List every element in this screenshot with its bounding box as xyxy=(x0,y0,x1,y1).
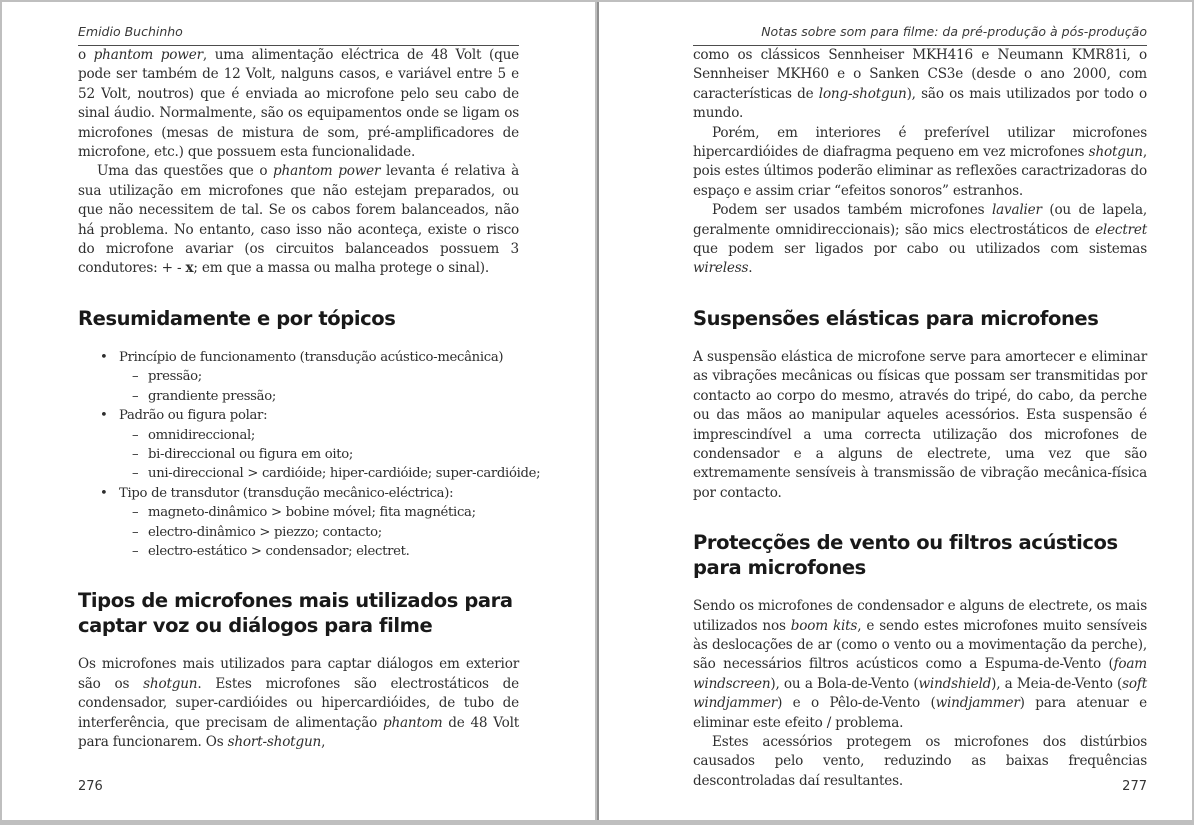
sub-list-item xyxy=(132,542,519,561)
dash-marker: – xyxy=(132,369,139,385)
page-number-left: 276 xyxy=(78,779,103,794)
dash-marker: – xyxy=(132,466,139,482)
dash-marker: – xyxy=(132,446,139,462)
dash-marker: – xyxy=(132,388,139,404)
sub-list-item xyxy=(132,426,519,445)
sub-item-label: electro-dinâmico > piezzo; contacto; xyxy=(148,524,382,540)
list-item-label: Tipo de transdutor (transdução mecânico-eléctrica): xyxy=(119,485,454,501)
section-heading-tipos-de-microfones: Tipos de microfones mais utilizados para captar voz ou diálogos para filme xyxy=(78,589,513,638)
sub-list-item xyxy=(132,523,519,542)
bullet-marker: • xyxy=(100,408,108,424)
bullet-marker: • xyxy=(100,349,108,365)
topics-list xyxy=(78,348,541,561)
sub-item-label: electro-estático > condensador; electret. xyxy=(148,543,410,559)
sub-list xyxy=(100,503,519,561)
paragraph: Estes acessórios protegem os microfones dos distúrbios causados pelo vento, reduzindo as baixas frequências descontroladas daí resultantes. xyxy=(693,733,1147,789)
sub-list-item xyxy=(132,387,519,406)
paragraph: Porém, em interiores é preferível utilizar microfones hipercardióides de diafragma pequeno em vez microfones shotgun, pois estes últimos poderão eliminar as reflexões caractrizadoras do espaço e assim criar “efeitos sonoros” estranhos. xyxy=(693,124,1147,199)
list-item xyxy=(100,406,541,484)
running-head-title: Notas sobre som para filme: da pré-produção à pós-produção xyxy=(761,24,1147,39)
list-item xyxy=(100,484,519,562)
sub-list-item xyxy=(132,445,519,464)
sub-item-label: uni-direccional > cardióide; hiper-cardióide; super-cardióide; xyxy=(148,466,541,482)
list-item xyxy=(100,348,519,406)
page-number-right: 277 xyxy=(1122,779,1147,794)
dash-marker: – xyxy=(132,524,139,540)
dash-marker: – xyxy=(132,543,139,559)
paragraph: Uma das questões que o phantom power levanta é relativa à sua utilização em microfones que não estejam preparados, ou que não necessitem de tal. Se os cabos forem balanceados, não há problema. No entanto, caso isso não aconteça, existe o risco do microfone avariar (os circuitos balanceados possuem 3 condutores: + - x; em que a massa ou malha protege o sinal). xyxy=(78,163,519,277)
dash-marker: – xyxy=(132,427,139,443)
sub-item-label: grandiente pressão; xyxy=(148,388,276,404)
sub-list-item xyxy=(132,367,519,386)
sub-list-item xyxy=(132,464,541,483)
sub-item-label: magneto-dinâmico > bobine móvel; fita magnética; xyxy=(148,505,476,521)
paragraph: o phantom power, uma alimentação eléctrica de 48 Volt (que pode ser também de 12 Volt, nalguns casos, e variável entre 5 e 52 Volt, noutros) que é enviada ao microfone pelo seu cabo de sinal áudio. Normalmente, são os equipamentos onde se ligam os microfones (mesas de mistura de som, pré-amplificadores de microfone, etc.) que possuem esta funcionalidade. xyxy=(78,47,520,161)
paragraph: Os microfones mais utilizados para captar diálogos em exterior são os shotgun. Estes microfones são electrostáticos de condensador, super-cardióides ou hipercardióides, de tubo de interferência, que precisam de alimentação phantom de 48 Volt para funcionarem. Os short-shotgun, xyxy=(78,656,520,750)
sub-item-label: omnidireccional; xyxy=(148,427,256,443)
running-head-author: Emidio Buchinho xyxy=(78,24,183,39)
page-right xyxy=(599,2,1192,820)
paragraph: Podem ser usados também microfones lavalier (ou de lapela, geralmente omnidireccionais); são mics electrostáticos de electret que podem ser ligados por cabo ou utilizados com sistemas wireless. xyxy=(693,202,1147,277)
page-left xyxy=(2,2,595,820)
section-heading-resumidamente: Resumidamente e por tópicos xyxy=(78,306,396,330)
paragraph: Sendo os microfones de condensador e alguns de electrete, os mais utilizados nos boom kits, e sendo estes microfones muito sensíveis às deslocações de ar (como o vento ou a movimentação da perche), são necessários filtros acústicos como a Espuma-de-Vento (foam windscreen), ou a Bola-de-Vento (windshield), a Meia-de-Vento (soft windjammer) e o Pêlo-de-Vento (windjammer) para atenuar e eliminar este efeito / problema. xyxy=(693,598,1147,731)
sub-item-label: bi-direccional ou figura em oito; xyxy=(148,446,354,462)
sub-item-label: pressão; xyxy=(148,369,202,385)
section-heading-proteccoes-de-vento: Protecções de vento ou filtros acústicos para microfones xyxy=(693,531,1118,580)
list-item-label: Padrão ou figura polar: xyxy=(119,408,268,424)
section-heading-suspensoes: Suspensões elásticas para microfones xyxy=(693,306,1099,330)
sub-list xyxy=(100,367,519,406)
paragraph: A suspensão elástica de microfone serve para amortecer e eliminar as vibrações mecânicas ou físicas que possam ser transmitidas por contacto ao corpo do mesmo, através do tripé, do cabo, da perche ou das mãos ao manipular aqueles acessórios. Esta suspensão é imprescindível a uma correcta utilização dos microfones de condensador e a alguns de electrete, uma vez que são extremamente sensíveis à transmissão de vibração mecânica-física por contacto. xyxy=(693,348,1147,501)
paragraph: como os clássicos Sennheiser MKH416 e Neumann KMR81i, o Sennheiser MKH60 e o Sanken CS3e (desde o ano 2000, com características de long-shotgun), são os mais utilizados por todo o mundo. xyxy=(693,47,1148,122)
sub-list-item xyxy=(132,503,519,522)
dash-marker: – xyxy=(132,505,139,521)
sub-list xyxy=(100,426,541,484)
list-item-label: Princípio de funcionamento (transdução acústico-mecânica) xyxy=(119,349,504,365)
bullet-marker: • xyxy=(100,485,108,501)
